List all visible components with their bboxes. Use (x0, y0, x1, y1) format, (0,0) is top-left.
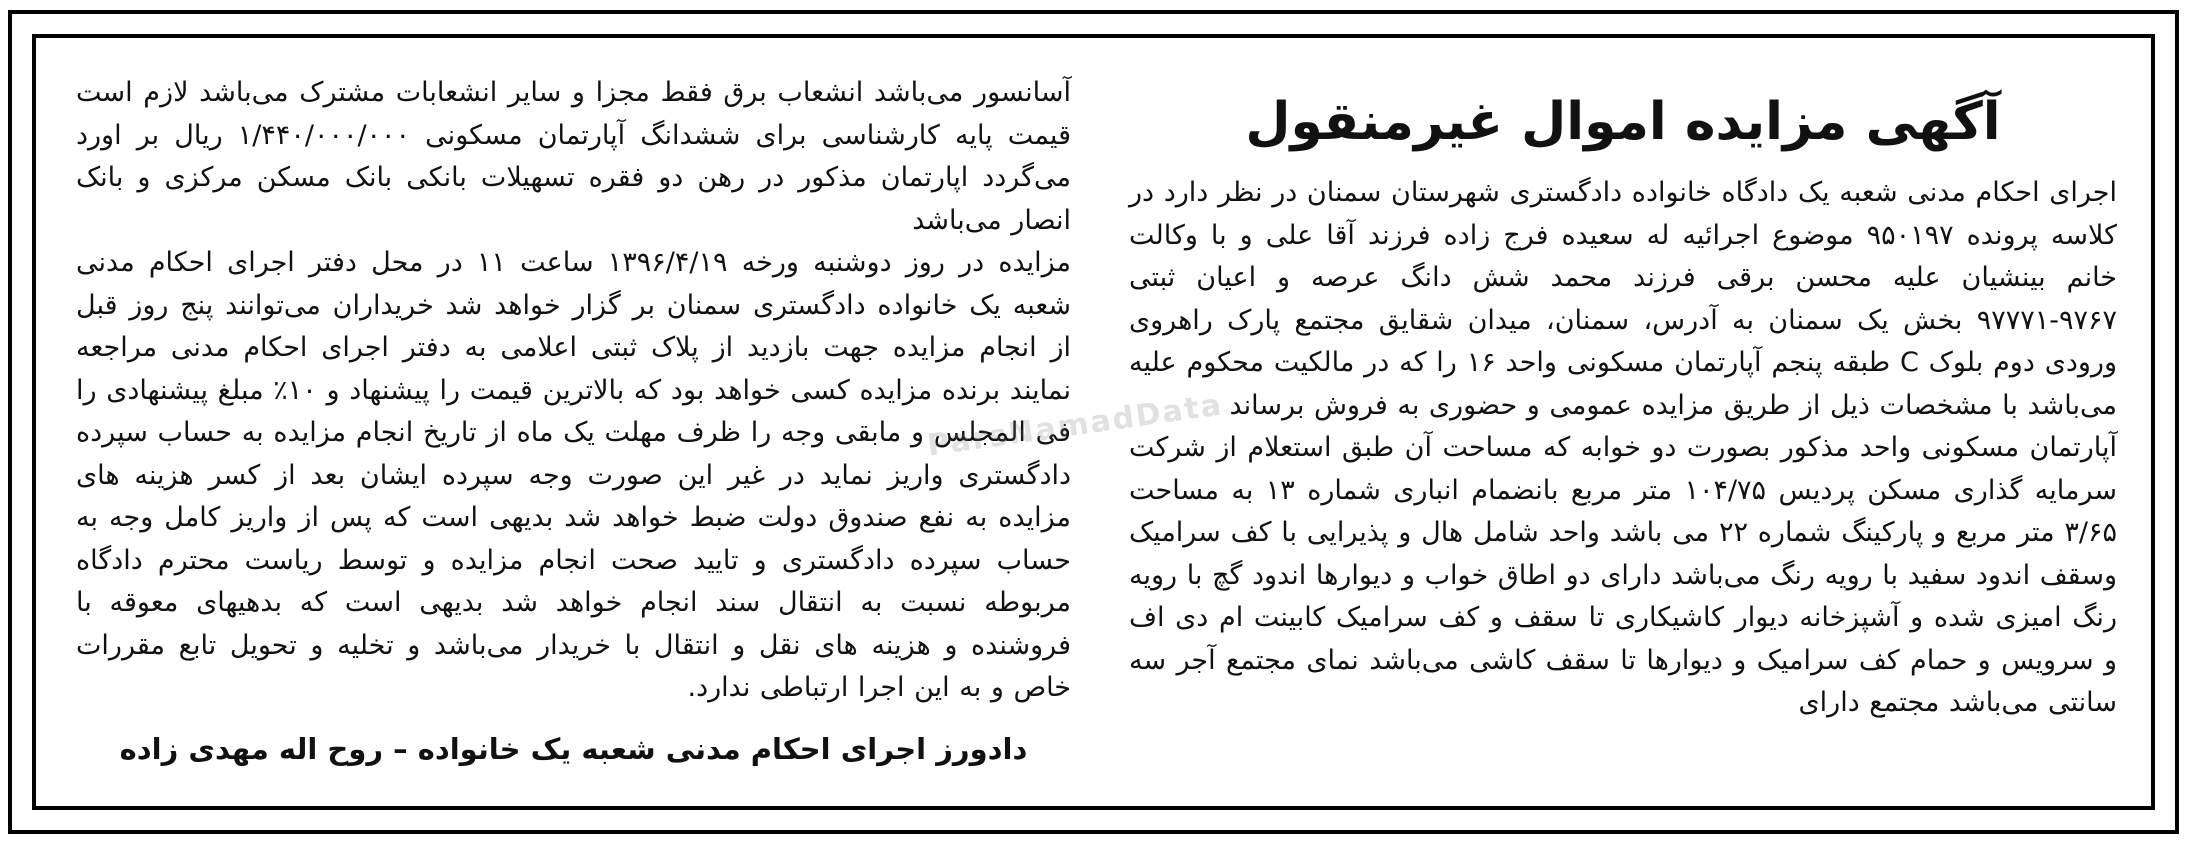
right-paragraph-2: آپارتمان مسکونی واحد مذکور بصورت دو خوابه که مساحت آن طبق استعلام از شرکت سرمایه گذاری مسکن پردیس ۱۰۴/۷۵ متر مربع بانضمام انباری شماره ۱۳ به مساحت ۳/۶۵ متر مربع و پارکینگ شماره ۲۲ می باشد واحد شامل هال و پذیرایی با کف سرامیک وسقف اندود سفید با رویه رنگ می‌باشد دارای دو اطاق خواب و دیوارها اندود گچ با رویه رنگ امیزی شده و آشپزخانه دیوار کاشیکاری تا سقف و کف سرامیک کابینت ام دی اف و سرویس و حمام کف سرامیک و دیوارها تا سقف کاشی می‌باشد نمای مجتمع آجر سه سانتی می‌باشد مجتمع دارای (1129, 432, 2117, 718)
left-paragraph-2: مزایده در روز دوشنبه ورخه ۱۳۹۶/۴/۱۹ ساعت ۱۱ در محل دفتر اجرای احکام مدنی شعبه یک خانواده دادگستری سمنان بر گزار خواهد شد خریداران می‌توانند پنج روز قبل از انجام مزایده جهت بازدید از پلاک ثبتی اعلامی به دفتر اجرای احکام مدنی مراجعه نمایند برنده مزایده کسی خواهد بود که بالاترین قیمت را پیشنهاد و ۱۰٪ مبلغ پیشنهادی را فی المجلس و مابقی وجه را ظرف مهلت یک ماه از تاریخ انجام مزایده به حساب سپرده دادگستری واریز نماید در غیر این صورت وجه سپرده ایشان بعد از کسر هزینه های مزایده به نفع صندوق دولت ضبط خواهد شد بدیهی است که پس از واریز کامل وجه به حساب سپرده دادگستری و تایید صحت انجام مزایده و توسط ریاست محترم دادگاه مربوطه نسبت به انتقال سند انجام خواهد شد بدیهی است که بدهیهای معوقه با فروشنده و هزینه های نقل و انتقال با خریدار می‌باشد و تخلیه و تحویل تابع مقررات خاص و به این اجرا ارتباطی ندارد. (76, 247, 1072, 703)
watermark-logo: ParsNamadData (925, 387, 1226, 464)
notice-inner-border (32, 34, 2155, 810)
notice-outer-border (8, 10, 2179, 834)
right-paragraph-1: اجرای احکام مدنی شعبه یک دادگاه خانواده دادگستری شهرستان سمنان در نظر دارد در کلاسه پرونده ۹۵۰۱۹۷ موضوع اجرائیه له سعیده فرج زاده فرزند آقا علی و با وکالت خانم بینشیان علیه محسن برقی فرزند محمد شش دانگ عرصه و اعیان ثبتی ۹۷۶۷-۹۷۷۷۱ بخش یک سمنان به آدرس، سمنان، میدان شقایق مجتمع پارک راهروی ورودی دوم بلوک C طبقه پنجم آپارتمان مسکونی واحد ۱۶ را که در مالکیت محکوم علیه می‌باشد با مشخصات ذیل از طریق مزایده عمومی و حضوری به فروش برساند (1129, 177, 2117, 421)
right-column (1101, 38, 2151, 806)
left-column (36, 38, 1101, 806)
signature: دادورز اجرای احکام مدنی شعبه یک خانواده – روح اله مهدی زاده (119, 731, 1028, 766)
notice-title: آگهی مزایده اموال غیرمنقول (1245, 92, 2001, 152)
left-paragraph-1: آسانسور می‌باشد انشعاب برق فقط مجزا و سایر انشعابات مشترک می‌باشد لازم است قیمت پایه کارشناسی برای ششدانگ آپارتمان مسکونی ۱/۴۴۰/۰۰۰/۰۰۰ ریال بر اورد می‌گردد اپارتمان مذکور در رهن دو فقره تسهیلات بانکی بانک مسکن مرکزی و بانک انصار می‌باشد (76, 77, 1071, 236)
notice-columns (36, 38, 2151, 806)
